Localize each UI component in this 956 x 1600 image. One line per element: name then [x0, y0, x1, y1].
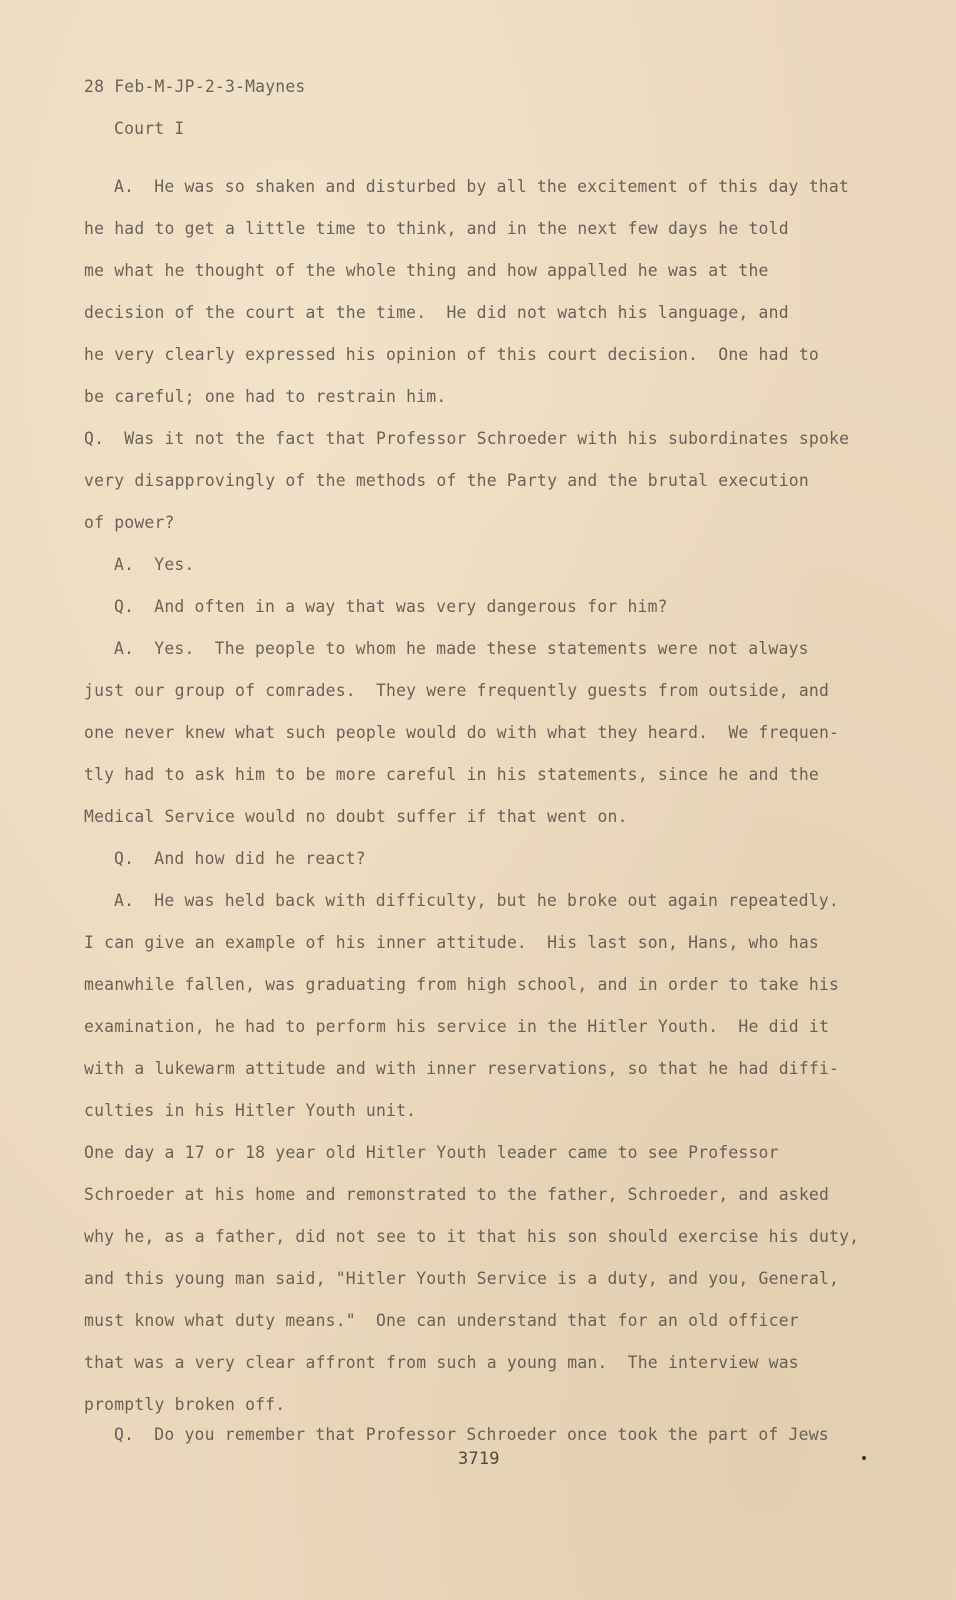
page-number: 3719: [458, 1449, 500, 1469]
text-line: Q. And how did he react?: [114, 849, 366, 868]
text-line: very disapprovingly of the methods of the Party and the brutal execution: [84, 471, 809, 490]
court-label: Court I: [114, 119, 185, 138]
text-line: with a lukewarm attitude and with inner reservations, so that he had diffi-: [84, 1059, 840, 1078]
text-line: one never knew what such people would do with what they heard. We frequen-: [84, 723, 840, 742]
text-line: he had to get a little time to think, and in the next few days he told: [84, 219, 789, 238]
text-line: promptly broken off.: [84, 1395, 286, 1414]
text-line: A. He was held back with difficulty, but he broke out again repeatedly.: [114, 891, 839, 910]
text-line: Q. And often in a way that was very dangerous for him?: [114, 597, 668, 616]
text-line: One day a 17 or 18 year old Hitler Youth leader came to see Professor: [84, 1143, 779, 1162]
paper-speck: [862, 1456, 866, 1460]
text-line: tly had to ask him to be more careful in his statements, since he and the: [84, 765, 819, 784]
document-reference: 28 Feb-M-JP-2-3-Maynes: [84, 77, 306, 96]
text-line: must know what duty means." One can understand that for an old officer: [84, 1311, 799, 1330]
text-line: culties in his Hitler Youth unit.: [84, 1101, 417, 1120]
text-line: be careful; one had to restrain him.: [84, 387, 447, 406]
text-line: and this young man said, "Hitler Youth Service is a duty, and you, General,: [84, 1269, 840, 1288]
text-line: A. Yes. The people to whom he made these statements were not always: [114, 639, 809, 658]
text-line: A. Yes.: [114, 555, 195, 574]
text-line: I can give an example of his inner attitude. His last son, Hans, who has: [84, 933, 819, 952]
text-line: just our group of comrades. They were frequently guests from outside, and: [84, 681, 830, 700]
text-line: A. He was so shaken and disturbed by all the excitement of this day that: [114, 177, 849, 196]
text-line: examination, he had to perform his service in the Hitler Youth. He did it: [84, 1017, 830, 1036]
text-line: me what he thought of the whole thing and how appalled he was at the: [84, 261, 769, 280]
text-line: decision of the court at the time. He did not watch his language, and: [84, 303, 789, 322]
text-line: Q. Do you remember that Professor Schroeder once took the part of Jews: [114, 1425, 829, 1444]
text-line: Medical Service would no doubt suffer if that went on.: [84, 807, 628, 826]
text-line: Schroeder at his home and remonstrated to the father, Schroeder, and asked: [84, 1185, 830, 1204]
text-line: why he, as a father, did not see to it that his son should exercise his duty,: [84, 1227, 860, 1246]
text-line: he very clearly expressed his opinion of this court decision. One had to: [84, 345, 819, 364]
text-line: meanwhile fallen, was graduating from high school, and in order to take his: [84, 975, 840, 994]
text-line: of power?: [84, 513, 175, 532]
text-line: that was a very clear affront from such a young man. The interview was: [84, 1353, 799, 1372]
text-line: Q. Was it not the fact that Professor Schroeder with his subordinates spoke: [84, 429, 850, 448]
